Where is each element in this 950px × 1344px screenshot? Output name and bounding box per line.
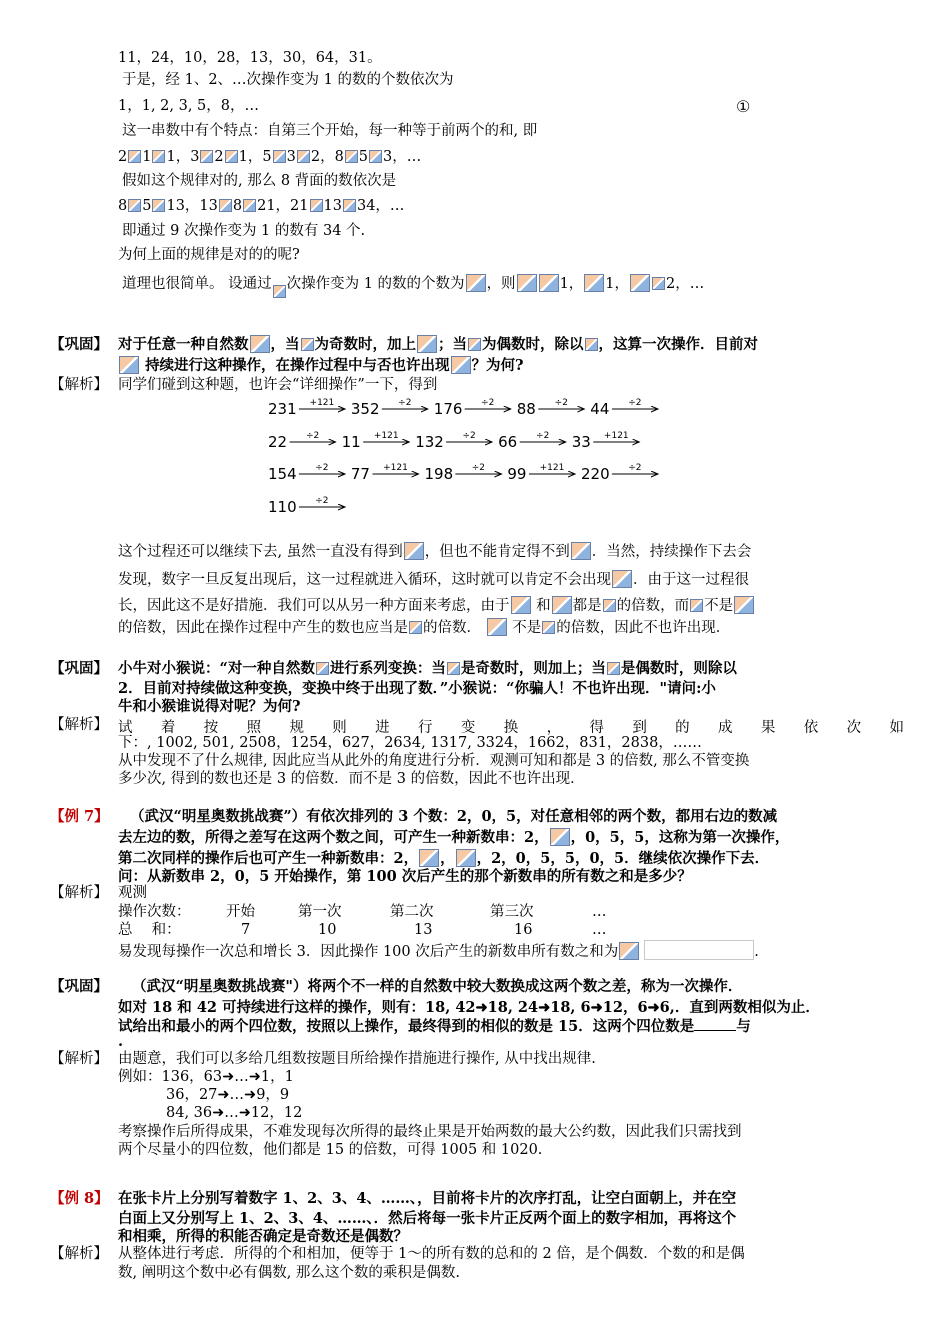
chain-operation-label: ÷2 [305, 431, 320, 441]
equation-marker: ① [736, 97, 751, 116]
chain-number: 88 [516, 400, 536, 418]
solution-word: 进 [375, 720, 390, 736]
solution-word: 试 [118, 720, 133, 736]
solution-word: 果 [760, 720, 776, 736]
solution-tag: 【解析】 [50, 1051, 108, 1067]
chain-operation-label: +121 [539, 463, 565, 473]
chain-operation-label: ÷2 [536, 431, 550, 441]
chain-number: 99 [507, 465, 527, 483]
example7-question-line-1: （武汉“明星奥数挑战赛”）有依次排列的 3 个数：2，0，5，对任意相邻的两个数，都用右边的数减 [130, 808, 778, 825]
example8-question-line-3: 和相乘，所得的积能否确定是奇数还是偶数？ [118, 1228, 408, 1245]
equals-image-icon [369, 150, 382, 163]
n-image-icon [447, 662, 460, 675]
example7-question-line-3: 第二次同样的操作后也可产生一种新数串：2， ， ，2，0，5，5，0，5．继续依次操作下去． [118, 850, 770, 867]
chain-number: 352 [350, 400, 380, 418]
number-image-icon [419, 849, 439, 867]
gonggu2-solution-line-2: 下：, 1002, 501, 2508，1254，627，2634, 1317, 3324，1662，831，2838，…… [118, 735, 702, 751]
table-cell: … [592, 904, 607, 920]
example8-solution-line-2: 数, 阐明这个数中必有偶数, 那么这个数的乘积是偶数. [118, 1265, 461, 1281]
gonggu2-question-line-1: 小牛对小猴说：“对一种自然数 进行系列变换：当 是奇数时，则加上；当 是偶数时，则除以 [118, 660, 737, 677]
intro-line-10: 道理也很简单。 设通过 次操作变为 1 的数的个数为 ，则 1， 1， 2，… [122, 274, 704, 298]
gonggu1-solution-line-1: 同学们碰到这种题，也许会“详细操作”一下，得到 [118, 377, 438, 393]
formula-image-icon [539, 274, 559, 292]
operation-chain-diagram [262, 390, 692, 524]
chain-number: 11 [341, 433, 361, 451]
example7-question-line-2: 去左边的数，所得之差写在这两个数之间，可产生一种新数串：2， ，0，5，5，这称为第一次操作， [118, 829, 790, 846]
chain-operation-label: ÷2 [471, 463, 486, 473]
solution-tag: 【解析】 [50, 885, 108, 901]
number-image-icon [119, 356, 139, 374]
example7-solution-line-1: 观测 [118, 885, 147, 901]
table-cell: 16 [514, 922, 533, 938]
plus-image-icon [128, 150, 141, 163]
chain-operation-label: +121 [603, 431, 629, 441]
gonggu3-solution-line-4: 84, 36➜…➜12，12 [166, 1105, 303, 1121]
example-tag: 【例 7】 [50, 808, 109, 825]
gonggu3-solution-line-5: 考察操作后所得成果，不难发现每次所得的最终止果是开始两数的最大公约数，因此我们只需找到 [118, 1124, 742, 1140]
chain-number: 44 [590, 400, 610, 418]
gonggu1-question-line-1: 对于任意一种自然数 ，当 为奇数时，加上 ；当 为偶数时，除以 ，这算一次操作．目前对 [118, 336, 758, 353]
plus-image-icon [273, 150, 286, 163]
table-cell: 第一次 [298, 904, 342, 920]
gonggu3-question-line-2: 如对 18 和 42 可持续进行这样的操作，则有：18, 42➜18, 24➜18, 6➜12，6➜6,．直到两数相似为止． [118, 999, 820, 1016]
number-image-icon [571, 542, 591, 560]
gonggu2-question-line-2: 2．目前对持续做这种变换，变换中终于出现了数．”小猴说：“你骗人！不也许出现．"请问:小 [118, 680, 716, 697]
table-cell: 第三次 [490, 904, 534, 920]
plus-image-icon [219, 199, 232, 212]
gonggu3-question-line-3: 试给出和最小的两个四位数，按照以上操作，最终得到的相似的数是 15．这两个四位数是 与 [118, 1018, 751, 1035]
number-image-icon [690, 599, 703, 612]
fib-relation-line: 2 1 1，3 2 1，5 3 2，8 5 3，… [118, 149, 422, 165]
formula-image-icon [652, 277, 665, 290]
chain-number: 198 [424, 465, 454, 483]
number-image-icon [552, 596, 572, 614]
solution-word: 依 [803, 720, 819, 736]
table-cell: 10 [318, 922, 337, 938]
gonggu3-solution-line-6: 两个尽量小的四位数，他们都是 15 的倍数，可得 1005 和 1020. [118, 1142, 543, 1158]
solution-word: 的 [675, 720, 690, 736]
solution-word: 换 [503, 720, 519, 736]
gonggu1-paragraph-line-1: 这个过程还可以继续下去, 虽然一直没有得到 ，但也不能肯定得不到 ．当然，持续操作下去会 [118, 544, 752, 560]
n-image-icon [316, 662, 329, 675]
solution-word: 则 [332, 720, 347, 736]
chain-operation-label: +121 [383, 463, 408, 473]
gonggu3-solution-line-1: 由题意，我们可以多给几组数按题目所给操作措施进行操作, 从中找出规律. [118, 1051, 596, 1067]
gonggu1-paragraph-line-4: 的倍数，因此在操作过程中产生的数也应当是 的倍数． 不是 的倍数，因此不也许出现． [118, 620, 731, 636]
solution-word: 次 [846, 720, 862, 736]
plus-image-icon [310, 199, 323, 212]
example8-solution-line-1: 从整体进行考虑．所得的个和相加，便等于 1～的所有数的总和的 2 倍，是个偶数．个数的和是偶 [118, 1246, 745, 1262]
example-tag: 【例 8】 [50, 1190, 109, 1207]
gonggu1-question-line-2: 持续进行这种操作，在操作过程中与否也许出现 ？为何? [118, 356, 524, 375]
gonggu1-paragraph-line-3: 长，因此这不是好措施．我们可以从另一种方面来考虑，由于 和 都是 的倍数，而 不是 [118, 596, 755, 616]
number-image-icon [451, 356, 471, 374]
gonggu2-solution-line-3: 从中发现不了什么规律, 因此应当从此外的角度进行分析．观测可知和都是 3 的倍数, 那么不管变换 [118, 753, 750, 769]
solution-word: 着 [160, 720, 176, 736]
gonggu3-solution-line-2: 例如：136，63➜…➜1，1 [118, 1069, 294, 1085]
solution-word: 变 [460, 720, 476, 736]
solution-word: 如 [889, 720, 904, 736]
chain-number: 231 [268, 400, 297, 418]
number-image-icon [542, 621, 555, 634]
solution-tag: 【解析】 [50, 1246, 108, 1262]
formula-image-icon [619, 942, 639, 960]
a-image-icon [468, 338, 481, 351]
chain-operation-label: ÷2 [628, 463, 642, 473]
chain-number: 110 [268, 498, 297, 516]
an-image-icon [466, 274, 486, 292]
chain-operation-label: +121 [373, 431, 399, 441]
intro-line-8: 即通过 9 次操作变为 1 的数有 34 个. [122, 223, 366, 239]
intro-sequence: 1，1, 2, 3, 5，8，… [118, 98, 260, 114]
answer-blank[interactable] [694, 1016, 736, 1031]
intro-line-1: 11，24，10，28，13，30，64，31。 [118, 50, 382, 66]
equals-image-icon [225, 150, 238, 163]
equals-image-icon [343, 199, 356, 212]
intro-line-2: 于是，经 1、2、…次操作变为 1 的数的个数依次为 [122, 72, 454, 88]
table-row-label: 总 和： [118, 922, 181, 938]
number-image-icon [409, 621, 422, 634]
solution-word: 规 [289, 720, 304, 736]
equals-image-icon [152, 150, 165, 163]
formula-image-icon [517, 274, 537, 292]
solution-word: 行 [418, 720, 433, 736]
chain-operation-label: ÷2 [481, 398, 495, 408]
chain-number: 220 [581, 465, 610, 483]
table-row-label: 操作次数： [118, 904, 191, 920]
a-image-icon [250, 335, 270, 353]
table-cell: … [592, 922, 607, 938]
n-image-icon [607, 662, 620, 675]
plus-image-icon [345, 150, 358, 163]
table-cell: 7 [241, 922, 251, 938]
example8-question-line-1: 在张卡片上分别写着数字 1、2、3、4、……、，目前将卡片的次序打乱，让空白面朝上，并在空 [118, 1190, 737, 1207]
example8-question-line-2: 白面上又分别写上 1、2、3、4、……、．然后将每一张卡片正反两个面上的数字相加，再将这个 [118, 1210, 737, 1227]
chain-operation-label: ÷2 [462, 431, 476, 441]
chain-number: 132 [415, 433, 444, 451]
gonggu2-solution-line-4: 多少次, 得到的数也还是 3 的倍数．而不是 3 的倍数，因此不也许出现． [118, 771, 585, 787]
fib-continue-line: 8 5 13，13 8 21，21 13 34，… [118, 198, 405, 214]
table-cell: 13 [414, 922, 433, 938]
number-image-icon [487, 618, 507, 636]
n-image-icon [273, 285, 286, 298]
example7-solution-line-4: 易发现每操作一次总和增长 3．因此操作 100 次后产生的新数串所有数之和为 . [118, 940, 759, 962]
chain-operation-label: ÷2 [628, 398, 642, 408]
consolidate-tag: 【巩固】 [50, 336, 108, 353]
number-image-icon [404, 542, 424, 560]
chain-number: 176 [433, 400, 463, 418]
formula-image-icon [630, 274, 650, 292]
solution-tag: 【解析】 [50, 377, 108, 393]
consolidate-tag: 【巩固】 [50, 978, 108, 995]
solution-word: 成 [718, 720, 733, 736]
gonggu3-solution-line-3: 36，27➜…➜9，9 [166, 1087, 290, 1103]
chain-operation-label: +121 [309, 398, 335, 408]
chain-operation-label: ÷2 [398, 398, 412, 408]
gonggu2-question-line-3: 牛和小猴谁说得对呢？为何? [118, 698, 301, 715]
chain-operation-label: ÷2 [315, 496, 329, 506]
gonggu3-question-line-4: . [118, 1033, 124, 1050]
chain-number: 154 [268, 465, 297, 483]
equals-image-icon [243, 199, 256, 212]
chain-operation-label: ÷2 [554, 398, 568, 408]
example7-question-line-4: 问：从新数串 2，0，5 开始操作，第 100 次后产生的那个新数串的所有数之和是多少？ [118, 868, 692, 885]
formula-image-icon [584, 274, 604, 292]
solution-word: 按 [203, 720, 219, 736]
number-image-icon [550, 828, 570, 846]
number-image-icon [511, 596, 531, 614]
chain-number: 77 [350, 465, 370, 483]
chain-number: 22 [268, 433, 288, 451]
intro-line-9: 为何上面的规律是对的的呢? [118, 247, 300, 263]
consolidate-tag: 【巩固】 [50, 660, 108, 677]
solution-word: 照 [246, 720, 262, 736]
solution-word: 到 [632, 720, 647, 736]
table-cell: 开始 [226, 904, 255, 920]
intro-line-6: 假如这个规律对的, 那么 8 背面的数依次是 [122, 173, 397, 189]
plus-image-icon [128, 199, 141, 212]
equals-image-icon [297, 150, 310, 163]
chain-number: 66 [498, 433, 518, 451]
number-image-icon [612, 570, 632, 588]
gonggu3-question-line-1: （武汉“明星奥数挑战赛"）将两个不一样的自然数中较大数换成这两个数之差，称为一次操作． [132, 978, 743, 995]
equals-image-icon [152, 199, 165, 212]
plus-image-icon [200, 150, 213, 163]
answer-image-box [644, 940, 754, 960]
number-image-icon [417, 335, 437, 353]
table-cell: 第二次 [390, 904, 434, 920]
chain-operation-label: ÷2 [315, 463, 329, 473]
solution-word: 得 [589, 720, 604, 736]
gonggu1-paragraph-line-2: 发现，数字一旦反复出现后，这一过程就进入循环，这时就可以肯定不会出现 ．由于这一过程很 [118, 572, 749, 588]
intro-line-4: 这一串数中有个特点：自第三个开始，每一种等于前两个的和, 即 [122, 123, 538, 139]
solution-word: ， [546, 720, 562, 736]
solution-tag: 【解析】 [50, 717, 108, 733]
chain-number: 33 [571, 433, 591, 451]
number-image-icon [456, 849, 476, 867]
a-image-icon [301, 338, 314, 351]
number-image-icon [603, 599, 616, 612]
number-image-icon [585, 338, 598, 351]
number-image-icon [734, 596, 754, 614]
